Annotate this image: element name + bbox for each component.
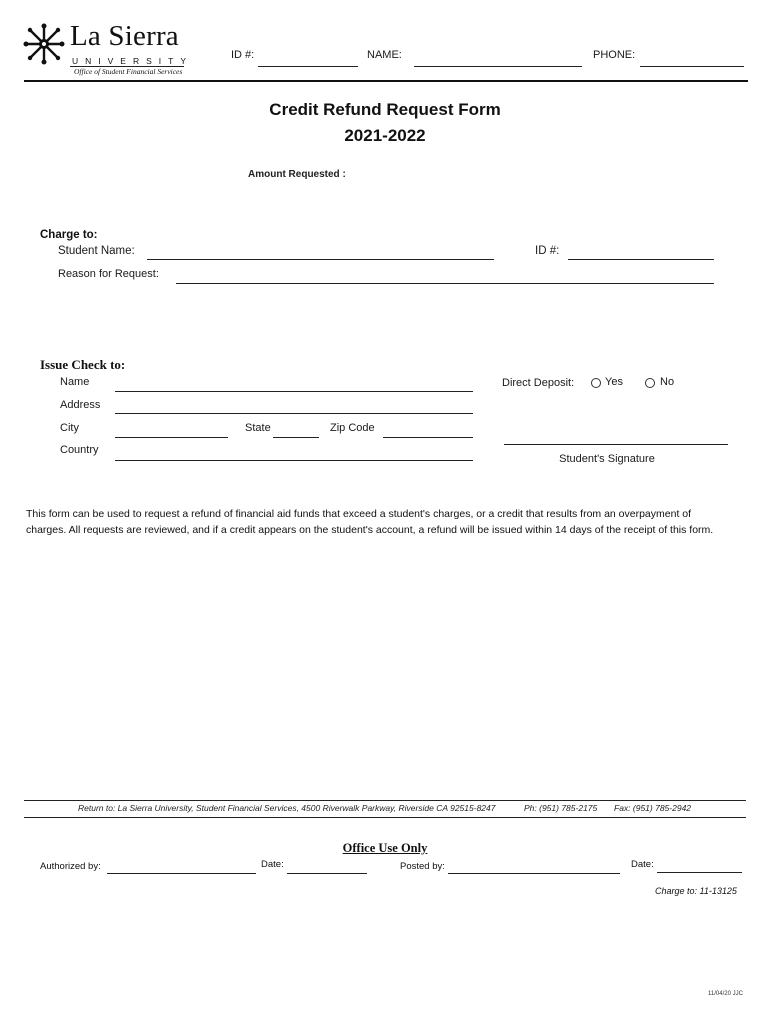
check-name-field[interactable] — [115, 391, 473, 392]
header-id-label: ID #: — [231, 49, 255, 61]
date-label-1: Date: — [261, 859, 284, 870]
city-label: City — [60, 422, 79, 434]
header-rule — [24, 80, 748, 82]
direct-deposit-label: Direct Deposit: — [502, 377, 575, 389]
amount-requested-label: Amount Requested : — [248, 169, 346, 180]
charge-id-field[interactable] — [568, 259, 714, 260]
address-label: Address — [60, 399, 101, 411]
direct-deposit-yes-label: Yes — [605, 376, 623, 388]
logo-university: UNIVERSITY — [72, 56, 194, 66]
header-name-field[interactable] — [414, 66, 582, 67]
page-code: 11/04/20 JJC — [708, 991, 743, 997]
form-title: Credit Refund Request Form — [269, 100, 501, 119]
header-id-field[interactable] — [258, 66, 358, 67]
signature-label: Student's Signature — [559, 453, 655, 465]
snowflake-star-icon — [22, 22, 66, 66]
state-label: State — [245, 422, 271, 434]
footer-top-rule — [24, 800, 746, 801]
signature-field[interactable] — [504, 444, 728, 445]
authorized-label: Authorized by: — [40, 861, 101, 872]
check-name-label: Name — [60, 376, 90, 388]
zip-field[interactable] — [383, 437, 473, 438]
date-field-2[interactable] — [657, 872, 742, 873]
direct-deposit-yes-radio[interactable] — [591, 378, 601, 388]
office-use-heading: Office Use Only — [342, 841, 428, 855]
date-label-2: Date: — [631, 859, 654, 870]
country-label: Country — [60, 444, 99, 456]
charge-to-heading: Charge to: — [40, 229, 98, 241]
footer-bottom-rule — [24, 817, 746, 818]
posted-label: Posted by: — [400, 861, 445, 872]
reason-field[interactable] — [176, 283, 714, 284]
return-address: Return to: La Sierra University, Student Financial Services, 4500 Riverwalk Parkway, Riverside CA 92515-8247 — [78, 803, 496, 813]
charge-code: Charge to: 11-13125 — [655, 886, 737, 896]
header-phone-label: PHONE: — [593, 49, 636, 61]
direct-deposit-no-label: No — [660, 376, 675, 388]
footer-phone: Ph: (951) 785-2175 — [524, 803, 598, 813]
notice-text: This form can be used to request a refund of financial aid funds that exceed a student's charges, or a credit that results from an overpayment of charges. All requests are reviewed, and if a credit appears on the student's account, a refund will be issued within 14 days of the receipt of this form. — [26, 508, 714, 536]
country-field[interactable] — [115, 460, 473, 461]
charge-id-label: ID #: — [535, 245, 560, 257]
form-year: 2021-2022 — [344, 126, 426, 145]
authorized-field[interactable] — [107, 873, 256, 874]
date-field-1[interactable] — [287, 873, 367, 874]
reason-label: Reason for Request: — [58, 268, 159, 280]
issue-check-heading: Issue Check to: — [40, 357, 126, 372]
state-field[interactable] — [273, 437, 319, 438]
header-name-label: NAME: — [367, 49, 402, 61]
header-phone-field[interactable] — [640, 66, 744, 67]
direct-deposit-no-radio[interactable] — [645, 378, 655, 388]
address-field[interactable] — [115, 413, 473, 414]
student-name-label: Student Name: — [58, 245, 135, 257]
student-name-field[interactable] — [147, 259, 494, 260]
posted-field[interactable] — [448, 873, 620, 874]
logo-office: Office of Student Financial Services — [74, 67, 183, 76]
zip-label: Zip Code — [330, 422, 375, 434]
footer-fax: Fax: (951) 785-2942 — [614, 803, 692, 813]
city-field[interactable] — [115, 437, 228, 438]
logo-name: La Sierra — [70, 20, 179, 52]
